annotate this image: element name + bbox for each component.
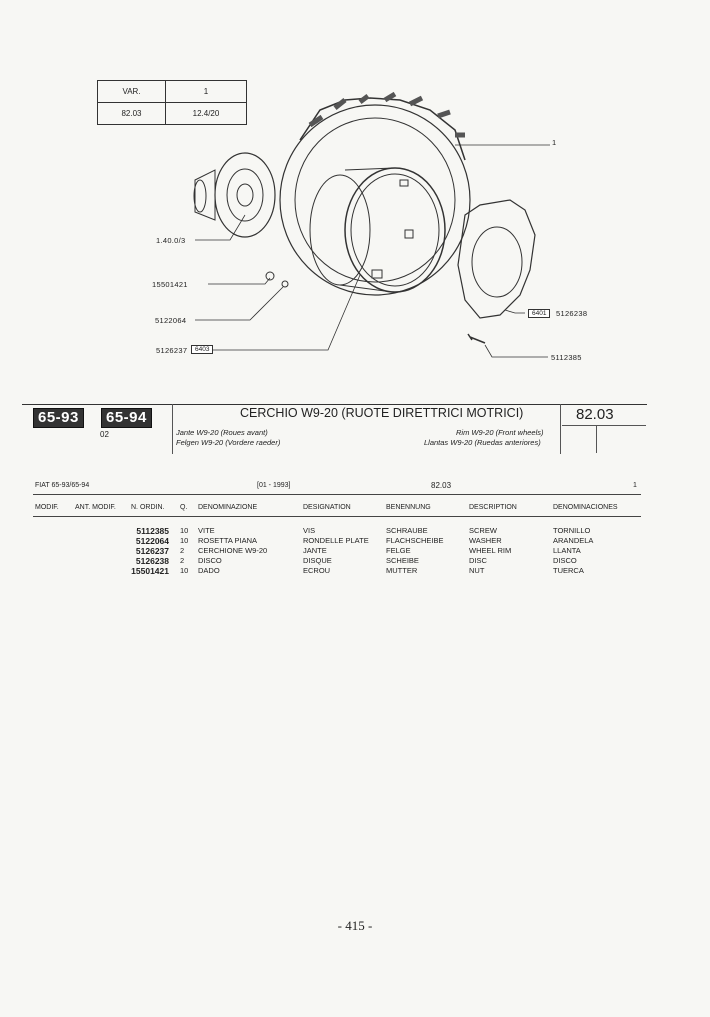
- designation-fr: DISQUE: [303, 556, 332, 565]
- subtitle-spanish: Llantas W9-20 (Ruedas anteriores): [424, 438, 541, 447]
- denominacion-es: TORNILLO: [553, 526, 591, 535]
- callout-disc-box: 6401: [528, 309, 550, 318]
- callout-rim-box: 6403: [191, 345, 213, 354]
- description-en: NUT: [469, 566, 485, 575]
- banner-divider: [560, 404, 561, 454]
- part-number: 5126238: [135, 556, 169, 566]
- callout-washer: 5122064: [155, 316, 187, 325]
- part-number: 15501421: [131, 566, 169, 576]
- part-number: 5122064: [135, 536, 169, 546]
- benennung-de: SCHRAUBE: [386, 526, 428, 535]
- tire-drawing: [280, 94, 470, 295]
- denomination-it: CERCHIONE W9-20: [198, 546, 268, 555]
- quantity: 10: [180, 566, 189, 575]
- denominacion-es: TUERCA: [553, 566, 584, 575]
- designation-fr: ECROU: [303, 566, 331, 575]
- denomination-it: DISCO: [198, 556, 222, 565]
- benennung-de: SCHEIBE: [386, 556, 419, 565]
- page-title: CERCHIO W9-20 (RUOTE DIRETTRICI MOTRICI): [240, 406, 524, 420]
- benennung-de: FELGE: [386, 546, 411, 555]
- column-header: Q.: [180, 504, 188, 511]
- disc-drawing: [458, 200, 535, 318]
- group-code: 82.03: [576, 406, 614, 423]
- benennung-de: MUTTER: [386, 566, 418, 575]
- callout-disc: 5126238: [556, 309, 588, 318]
- column-header: DESCRIPTION: [469, 504, 517, 511]
- list-rule: [33, 494, 641, 495]
- denomination-it: DADO: [198, 566, 220, 575]
- hub-drawing: [194, 153, 275, 237]
- list-model: FIAT 65-93/65-94: [35, 482, 90, 489]
- list-date: [01 - 1993]: [257, 482, 291, 489]
- table-row: [0, 556, 710, 566]
- callout-hub: 1.40.0/3: [156, 236, 186, 245]
- description-en: WHEEL RIM: [469, 546, 512, 555]
- list-rule: [33, 516, 641, 517]
- table-row: [0, 526, 710, 536]
- benennung-de: FLACHSCHEIBE: [386, 536, 444, 545]
- table-row: [0, 566, 710, 576]
- column-header: DENOMINACIONES: [553, 504, 618, 511]
- denomination-it: VITE: [198, 526, 215, 535]
- nut-drawing: [266, 272, 274, 280]
- table-row: [0, 546, 710, 556]
- quantity: 2: [180, 546, 185, 555]
- screw-drawing: [468, 334, 485, 343]
- denominacion-es: DISCO: [553, 556, 577, 565]
- variant-size: 12.4/20: [166, 103, 247, 125]
- subtitle-english: Rim W9-20 (Front wheels): [456, 428, 544, 437]
- banner-top-rule: [22, 404, 647, 405]
- quantity: 2: [180, 556, 185, 565]
- rim-drawing: [310, 168, 445, 292]
- table-row: [0, 536, 710, 546]
- designation-fr: JANTE: [303, 546, 327, 555]
- denomination-it: ROSETTA PIANA: [198, 536, 258, 545]
- exploded-wheel-diagram: [0, 0, 710, 400]
- column-header: N. ORDIN.: [131, 504, 165, 511]
- column-header: ANT. MODIF.: [75, 504, 116, 511]
- model-badge: 65-94: [101, 408, 152, 428]
- page-number: - 415 -: [337, 918, 373, 933]
- denominacion-es: ARANDELA: [553, 536, 594, 545]
- description-en: DISC: [469, 556, 487, 565]
- column-header: BENENNUNG: [386, 504, 431, 511]
- column-header: DENOMINAZIONE: [198, 504, 258, 511]
- quantity: 10: [180, 526, 189, 535]
- banner-divider: [172, 404, 173, 454]
- subtitle-german: Felgen W9-20 (Vordere raeder): [176, 438, 281, 447]
- denominacion-es: LLANTA: [553, 546, 581, 555]
- callout-tire: 1: [552, 138, 557, 147]
- variant-label: VAR.: [98, 81, 166, 103]
- banner-divider: [596, 425, 597, 453]
- part-number: 5112385: [136, 526, 169, 536]
- variant-number: 1: [166, 81, 247, 103]
- callout-rim: 5126237: [156, 346, 188, 355]
- column-header: DESIGNATION: [303, 504, 351, 511]
- variant-group: 82.03: [98, 103, 166, 125]
- callout-nut: 15501421: [152, 280, 188, 289]
- list-group: 82.03: [431, 481, 452, 490]
- description-en: SCREW: [469, 526, 497, 535]
- designation-fr: RONDELLE PLATE: [303, 536, 369, 545]
- part-number: 5126237: [135, 546, 169, 556]
- column-header: MODIF.: [35, 504, 59, 511]
- description-en: WASHER: [469, 536, 502, 545]
- subtitle-french: Jante W9-20 (Roues avant): [176, 428, 268, 437]
- quantity: 10: [180, 536, 189, 545]
- designation-fr: VIS: [303, 526, 316, 535]
- model-badge: 65-93: [33, 408, 84, 428]
- group-code-rule: [562, 425, 646, 426]
- callout-screw: 5112385: [551, 353, 582, 362]
- washer-drawing: [282, 281, 288, 287]
- variant-code: 02: [100, 430, 109, 439]
- list-page-marker: 1: [633, 482, 637, 489]
